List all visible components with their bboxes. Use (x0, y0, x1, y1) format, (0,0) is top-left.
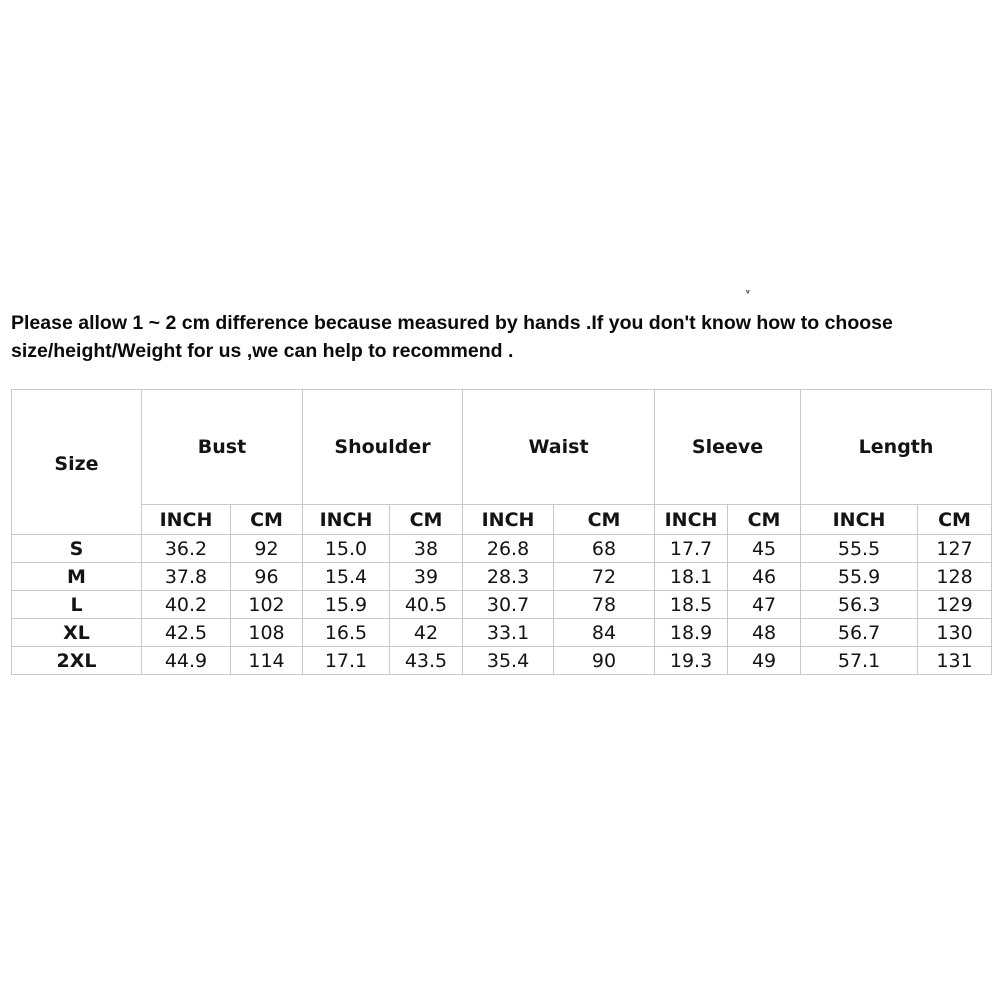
table-cell: 19.3 (655, 647, 728, 675)
unit-header: CM (918, 505, 992, 535)
table-cell: 129 (918, 591, 992, 619)
length-header: Length (801, 390, 992, 505)
table-cell: 57.1 (801, 647, 918, 675)
size-chart-table (11, 389, 992, 675)
unit-header: CM (231, 505, 303, 535)
table-cell: 33.1 (463, 619, 554, 647)
table-cell: 48 (728, 619, 801, 647)
unit-header: INCH (463, 505, 554, 535)
table-cell: 92 (231, 535, 303, 563)
table-cell: 30.7 (463, 591, 554, 619)
table-cell: 15.9 (303, 591, 390, 619)
table-cell: 56.3 (801, 591, 918, 619)
unit-header: CM (554, 505, 655, 535)
note-line-1: Please allow 1 ~ 2 cm difference because measured by hands .If you don't know how to choose (11, 312, 893, 334)
table-cell: 45 (728, 535, 801, 563)
table-cell: 84 (554, 619, 655, 647)
table-cell: 56.7 (801, 619, 918, 647)
table-cell: 40.2 (142, 591, 231, 619)
table-cell: 42.5 (142, 619, 231, 647)
measurement-header-row (12, 390, 992, 505)
corner-mark: ᵥ (746, 285, 750, 296)
table-row (12, 619, 992, 647)
size-label: S (12, 535, 142, 563)
unit-header: INCH (303, 505, 390, 535)
size-column-header: Size (12, 390, 142, 535)
table-cell: 16.5 (303, 619, 390, 647)
table-cell: 55.9 (801, 563, 918, 591)
table-cell: 18.1 (655, 563, 728, 591)
table-cell: 39 (390, 563, 463, 591)
table-cell: 44.9 (142, 647, 231, 675)
table-cell: 40.5 (390, 591, 463, 619)
unit-header: INCH (655, 505, 728, 535)
table-cell: 37.8 (142, 563, 231, 591)
table-cell: 42 (390, 619, 463, 647)
table-cell: 102 (231, 591, 303, 619)
size-label: M (12, 563, 142, 591)
unit-header: INCH (142, 505, 231, 535)
table-row (12, 647, 992, 675)
waist-header: Waist (463, 390, 655, 505)
size-label: XL (12, 619, 142, 647)
table-row (12, 535, 992, 563)
table-cell: 127 (918, 535, 992, 563)
table-cell: 128 (918, 563, 992, 591)
table-cell: 17.7 (655, 535, 728, 563)
table-cell: 46 (728, 563, 801, 591)
unit-header: CM (728, 505, 801, 535)
table-cell: 38 (390, 535, 463, 563)
table-cell: 17.1 (303, 647, 390, 675)
unit-header: INCH (801, 505, 918, 535)
unit-header: CM (390, 505, 463, 535)
table-cell: 36.2 (142, 535, 231, 563)
sleeve-header: Sleeve (655, 390, 801, 505)
table-cell: 68 (554, 535, 655, 563)
shoulder-header: Shoulder (303, 390, 463, 505)
table-row (12, 591, 992, 619)
table-cell: 72 (554, 563, 655, 591)
size-label: 2XL (12, 647, 142, 675)
table-cell: 15.4 (303, 563, 390, 591)
note-line-2: size/height/Weight for us ,we can help to recommend . (11, 340, 514, 362)
size-label: L (12, 591, 142, 619)
table-cell: 55.5 (801, 535, 918, 563)
unit-header-row (12, 505, 992, 535)
table-cell: 15.0 (303, 535, 390, 563)
measurement-note (11, 309, 1000, 365)
table-row (12, 563, 992, 591)
table-cell: 47 (728, 591, 801, 619)
bust-header: Bust (142, 390, 303, 505)
table-cell: 49 (728, 647, 801, 675)
table-cell: 130 (918, 619, 992, 647)
table-cell: 43.5 (390, 647, 463, 675)
table-cell: 90 (554, 647, 655, 675)
table-cell: 26.8 (463, 535, 554, 563)
table-cell: 28.3 (463, 563, 554, 591)
table-cell: 35.4 (463, 647, 554, 675)
table-cell: 96 (231, 563, 303, 591)
table-cell: 18.5 (655, 591, 728, 619)
table-cell: 108 (231, 619, 303, 647)
table-cell: 18.9 (655, 619, 728, 647)
table-cell: 78 (554, 591, 655, 619)
table-cell: 131 (918, 647, 992, 675)
table-cell: 114 (231, 647, 303, 675)
